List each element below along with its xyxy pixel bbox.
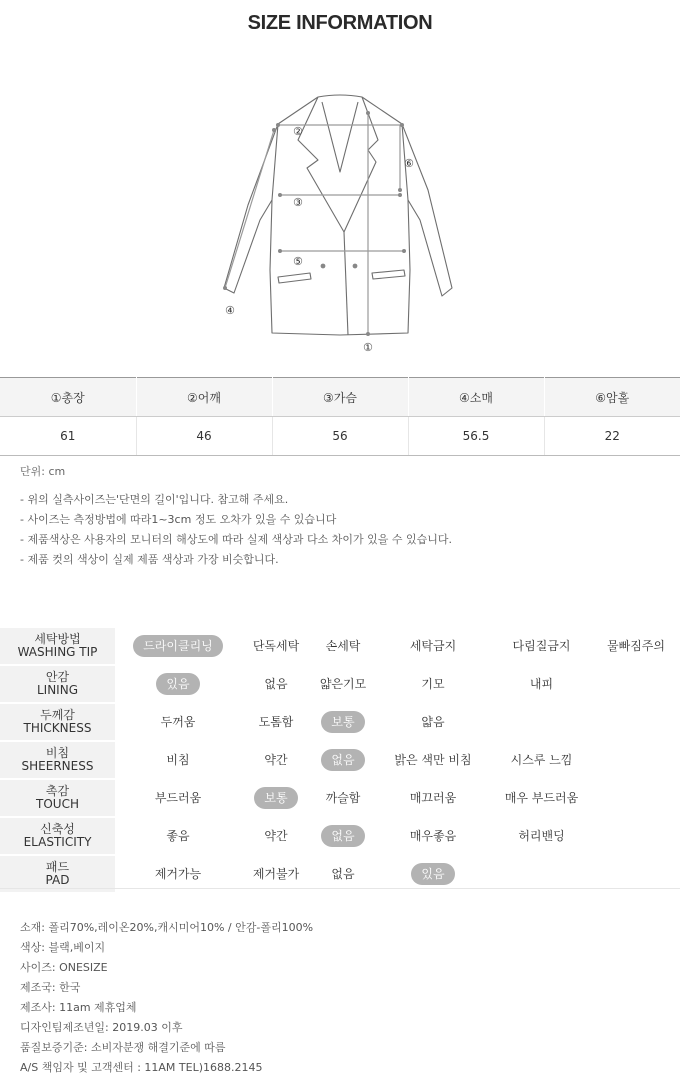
- care-option-cell: [311, 704, 375, 740]
- care-option: 도톰함: [258, 714, 294, 729]
- care-option-cell: [311, 818, 375, 854]
- care-option-cell: [592, 742, 680, 778]
- header-shoulder: ②어깨: [136, 378, 272, 417]
- care-row: [0, 780, 680, 816]
- size-table: [0, 377, 680, 456]
- care-option-selected: 보통: [254, 787, 297, 809]
- care-option-cell: [592, 628, 680, 664]
- jacket-size-diagram: [0, 80, 680, 380]
- care-label-en: ELASTICITY: [23, 835, 92, 849]
- care-row-label: [0, 628, 115, 664]
- care-option-cell: [311, 628, 375, 664]
- care-option-cell: [592, 780, 680, 816]
- care-option: 세탁금지: [409, 638, 457, 653]
- spec-color: 색상: 블랙,베이지: [20, 941, 106, 954]
- care-row-label: [0, 742, 115, 778]
- care-option: 손세탁: [325, 638, 361, 653]
- care-option-cell: [241, 742, 311, 778]
- care-option-cell: [592, 856, 680, 892]
- size-table-row: [0, 417, 680, 456]
- care-option: 얇은기모: [319, 676, 367, 691]
- care-option-cell: [311, 856, 375, 892]
- measurement-lines: [225, 113, 404, 334]
- care-option-cell: [311, 742, 375, 778]
- spec-size: 사이즈: ONESIZE: [20, 961, 108, 974]
- care-option-cell: [491, 856, 592, 892]
- care-option: 약간: [264, 828, 288, 843]
- care-row: [0, 666, 680, 702]
- care-row: [0, 742, 680, 778]
- marker-hem: ⑤: [293, 255, 303, 268]
- care-option: 다림질금지: [512, 638, 571, 653]
- care-option-selected: 있음: [156, 673, 199, 695]
- care-option-cell: [241, 704, 311, 740]
- marker-length: ①: [363, 341, 373, 354]
- care-option: 비침: [166, 752, 190, 767]
- care-label-en: TOUCH: [36, 797, 79, 811]
- care-option-cell: [241, 856, 311, 892]
- care-option: 내피: [529, 676, 554, 691]
- note-line: - 제품색상은 사용자의 모니터의 해상도에 따라 실제 색상과 다소 차이가 있을 수 있습니다.: [20, 533, 452, 546]
- care-option: 부드러움: [154, 790, 202, 805]
- care-option: 시스루 느낌: [510, 752, 573, 767]
- care-option-cell: [115, 856, 241, 892]
- care-option: 없음: [331, 866, 355, 881]
- care-option: 없음: [264, 676, 288, 691]
- care-option-selected: 없음: [321, 825, 364, 847]
- value-shoulder: 46: [136, 417, 272, 456]
- care-label-ko: 촉감: [45, 784, 70, 798]
- care-option-cell: [592, 818, 680, 854]
- value-chest: 56: [272, 417, 408, 456]
- care-row: [0, 704, 680, 740]
- jacket-buttons: [321, 264, 358, 269]
- care-option-cell: [115, 818, 241, 854]
- care-option: 매우좋음: [409, 828, 457, 843]
- header-sleeve: ④소매: [408, 378, 544, 417]
- marker-sleeve: ④: [225, 304, 235, 317]
- care-label-en: LINING: [36, 683, 78, 697]
- product-specs: [20, 918, 313, 1078]
- care-option-cell: [491, 742, 592, 778]
- care-label-ko: 두께감: [40, 708, 75, 722]
- care-option-cell: [375, 780, 491, 816]
- care-option-cell: [375, 704, 491, 740]
- care-label-en: PAD: [45, 873, 70, 887]
- care-option-selected: 드라이클리닝: [133, 635, 223, 657]
- care-option: 밝은 색만 비침: [394, 752, 472, 767]
- care-option-cell: [241, 818, 311, 854]
- care-row: [0, 818, 680, 854]
- care-option-cell: [241, 666, 311, 702]
- jacket-outline: [224, 95, 452, 335]
- care-option-cell: [375, 628, 491, 664]
- note-line: - 사이즈는 측정방법에 따라1~3cm 정도 오차가 있을 수 있습니다: [20, 513, 337, 526]
- care-option: 두꺼움: [160, 714, 196, 729]
- care-option-cell: [491, 780, 592, 816]
- care-label-en: WASHING TIP: [17, 645, 98, 659]
- spec-production-date: 디자인팀제조년일: 2019.03 이후: [20, 1021, 183, 1034]
- spec-customer-service: A/S 책임자 및 고객센터 : 11AM TEL)1688.2145: [20, 1061, 263, 1074]
- care-option: 기모: [421, 676, 445, 691]
- care-option: 얇음: [421, 714, 445, 729]
- care-option-cell: [375, 818, 491, 854]
- care-row-label: [0, 780, 115, 816]
- care-option-selected: 없음: [321, 749, 364, 771]
- care-option: 매우 부드러움: [504, 790, 579, 805]
- care-row: [0, 856, 680, 892]
- care-label-ko: 세탁방법: [34, 632, 81, 646]
- marker-shoulder: ②: [293, 125, 303, 138]
- care-option: 허리밴딩: [518, 828, 565, 843]
- spec-warranty: 품질보증기준: 소비자분쟁 해결기준에 따름: [20, 1041, 226, 1054]
- care-option-cell: [491, 666, 592, 702]
- care-option-cell: [592, 666, 680, 702]
- care-option: 물빠짐주의: [607, 638, 665, 653]
- care-label-ko: 신축성: [40, 822, 75, 836]
- measurement-endpoints: [223, 111, 406, 336]
- care-option-cell: [115, 742, 241, 778]
- header-length: ①총장: [0, 378, 136, 417]
- care-option: 약간: [264, 752, 288, 767]
- care-option-cell: [241, 628, 311, 664]
- care-option: 제거가능: [154, 866, 202, 881]
- spec-material: 소재: 폴리70%,레이온20%,캐시미어10% / 안감-폴리100%: [20, 921, 314, 934]
- care-option-cell: [241, 780, 311, 816]
- value-sleeve: 56.5: [408, 417, 544, 456]
- header-armhole: ⑥암홀: [544, 378, 680, 417]
- note-line: - 위의 실측사이즈는'단면의 길이'입니다. 참고해 주세요.: [20, 493, 289, 506]
- care-label-ko: 비침: [45, 746, 70, 760]
- care-option-cell: [491, 628, 592, 664]
- marker-armhole: ⑥: [404, 157, 414, 170]
- care-row-label: [0, 666, 115, 702]
- spec-manufacturer: 제조사: 11am 제휴업체: [20, 1001, 137, 1014]
- care-option-cell: [311, 780, 375, 816]
- care-option-selected: 보통: [321, 711, 364, 733]
- size-table-header: [0, 378, 680, 417]
- header-chest: ③가슴: [272, 378, 408, 417]
- care-option-cell: [115, 628, 241, 664]
- care-option-cell: [115, 780, 241, 816]
- care-table-body: [0, 628, 680, 892]
- care-option: 좋음: [166, 828, 190, 843]
- care-label-en: SHEERNESS: [21, 759, 94, 773]
- care-option-cell: [491, 818, 592, 854]
- page-title: SIZE INFORMATION: [247, 12, 433, 34]
- care-row-label: [0, 856, 115, 892]
- size-notes: [20, 490, 452, 570]
- care-label-ko: 패드: [45, 860, 70, 874]
- care-row: [0, 628, 680, 664]
- note-line: - 제품 컷의 색상이 실제 제품 색상과 가장 비슷합니다.: [20, 553, 279, 566]
- care-row-label: [0, 704, 115, 740]
- marker-chest: ③: [293, 196, 303, 209]
- care-option-cell: [115, 704, 241, 740]
- care-option-selected: 있음: [411, 863, 454, 885]
- value-armhole: 22: [544, 417, 680, 456]
- care-option: 매끄러움: [409, 790, 457, 805]
- care-option: 제거불가: [252, 866, 300, 881]
- spec-country: 제조국: 한국: [20, 981, 81, 994]
- care-option: 까슬함: [325, 790, 361, 805]
- care-option-cell: [592, 704, 680, 740]
- care-table-divider: [0, 888, 680, 889]
- care-option-cell: [491, 704, 592, 740]
- value-length: 61: [0, 417, 136, 456]
- care-option-cell: [311, 666, 375, 702]
- care-table: [0, 626, 680, 894]
- care-option-cell: [115, 666, 241, 702]
- care-option-cell: [375, 666, 491, 702]
- care-option-cell: [375, 856, 491, 892]
- care-row-label: [0, 818, 115, 854]
- care-option-cell: [375, 742, 491, 778]
- care-label-en: THICKNESS: [23, 721, 92, 735]
- care-option: 단독세탁: [252, 638, 300, 653]
- care-label-ko: 안감: [45, 670, 70, 684]
- unit-label: 단위: cm: [20, 465, 66, 478]
